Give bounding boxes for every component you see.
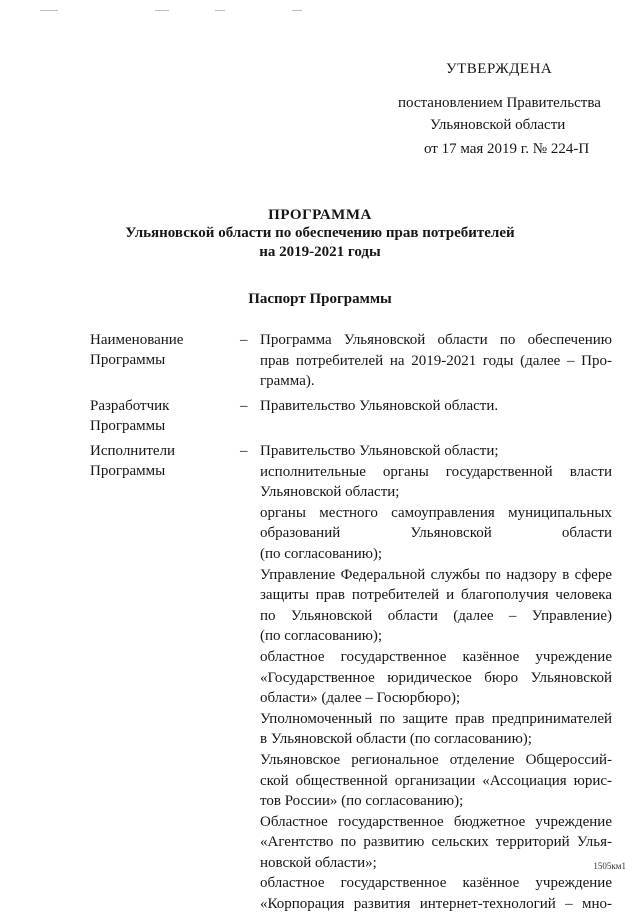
document-code: 1505км1 <box>593 861 626 871</box>
scan-mark <box>292 10 302 11</box>
row-label: Исполнители Программы <box>90 443 176 479</box>
approval-line-3: от 17 мая 2019 г. № 224-П <box>424 141 590 157</box>
row-dash: – <box>240 332 248 348</box>
program-title: ПРОГРАММА <box>268 207 372 223</box>
approval-line-1: постановлением Правительства <box>398 95 601 111</box>
program-subtitle-1: Ульяновской области по обеспечению прав потребителей <box>125 225 515 241</box>
approval-title: УТВЕРЖДЕНА <box>446 61 553 77</box>
row-label: Разработчик Программы <box>90 398 170 434</box>
row-value: Программа Ульяновской области по обеспечению прав потребителей на 2019-2021 годы (далее – Про- грамма). <box>260 332 612 390</box>
scan-mark <box>155 10 169 11</box>
row-dash: – <box>240 443 248 459</box>
passport-title: Паспорт Программы <box>248 291 392 307</box>
row-value: Правительство Ульяновской области; исполнительные органы государственной власти Ульяновской области; органы местного самоуправления муниципальных образований Ульяновской области (по согласованию); Управление Федеральной службы по надзору в сфере защиты прав потребителей и благополучия человека по Ульяновской области (далее – Управление) (по согласованию); областное государственное казённое учреждение «Государственное юридическое бюро Ульяновской области» (далее – Госюрбюро); Уполномоченный по защите прав предпринимателей в Ульяновской области (по согласованию); Ульяновское региональное отделение Общероссий- ской общественной организации «Ассоциация юрис- тов России» (по согласованию); Областное государственное бюджетное учреждение «Агентство по развитию сельских территорий Улья- новской области»; областное государственное казённое учреждение «Корпорация развития интернет-технологий – мно- <box>260 443 612 913</box>
approval-line-2: Ульяновской области <box>430 117 566 133</box>
row-dash: – <box>240 398 248 414</box>
row-value: Правительство Ульяновской области. <box>260 398 499 414</box>
row-label: Наименование Программы <box>90 332 184 368</box>
scan-mark <box>215 10 225 11</box>
scan-mark <box>40 10 58 11</box>
program-subtitle-2: на 2019-2021 годы <box>259 244 381 260</box>
